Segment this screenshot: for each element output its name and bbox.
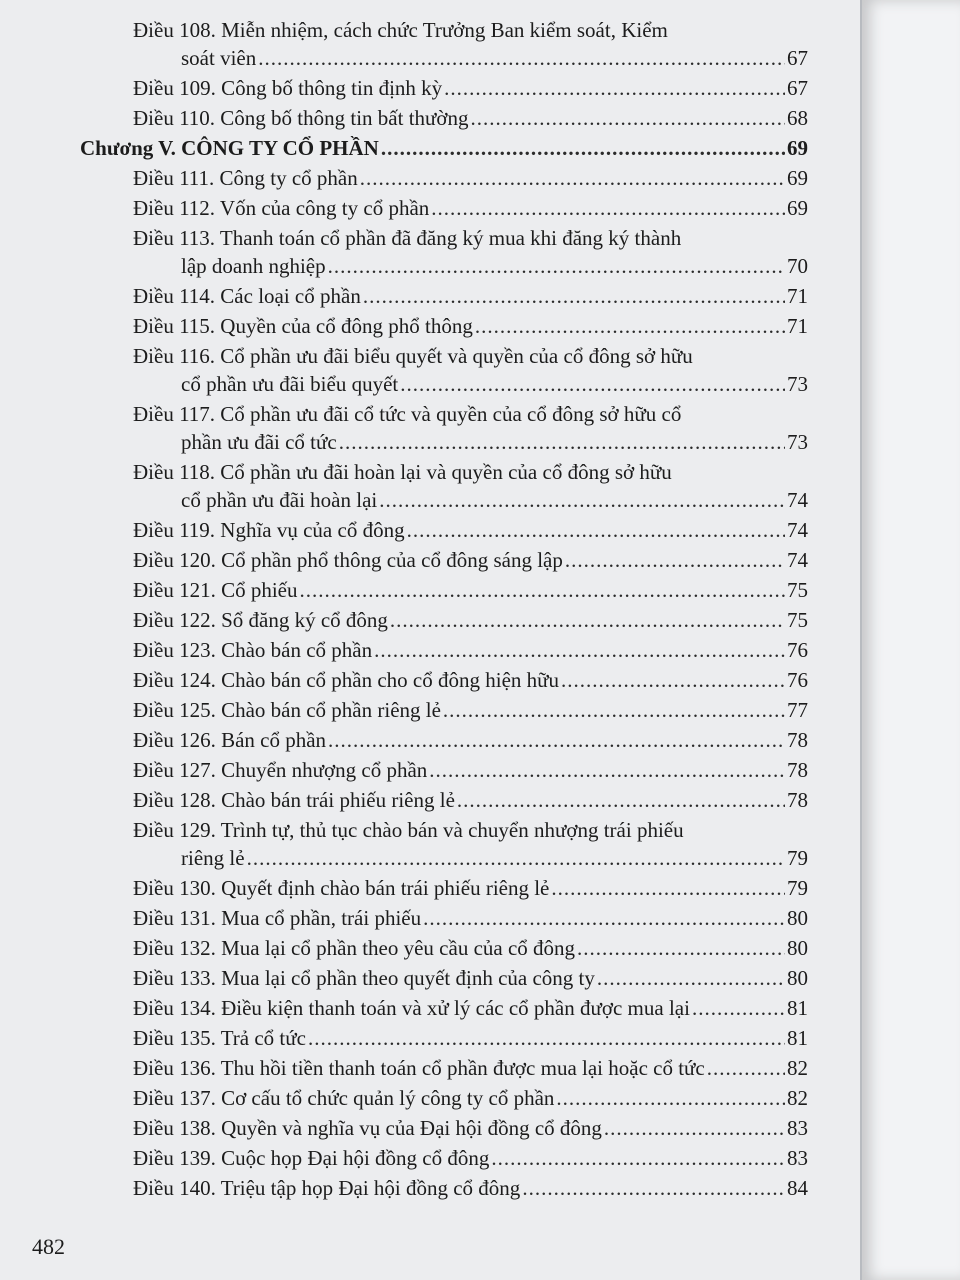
leader-dots — [429, 758, 785, 783]
toc-entry-title: Điều 118. Cổ phần ưu đãi hoàn lại và quyền của cổ đông sở hữu — [133, 460, 672, 484]
leader-dots — [692, 996, 785, 1021]
leader-dots — [561, 668, 785, 693]
leader-dots — [247, 846, 785, 871]
toc-entry-page: 67 — [787, 46, 808, 70]
toc-entry-title: Điều 135. Trả cổ tức — [133, 1026, 306, 1050]
toc-entry-title: Điều 137. Cơ cấu tổ chức quản lý công ty cổ phần — [133, 1086, 555, 1110]
toc-entry-page: 84 — [787, 1176, 808, 1200]
toc-entry-page: 82 — [787, 1086, 808, 1110]
toc-entry — [0, 694, 860, 724]
toc-entry — [0, 1142, 860, 1172]
toc-entry — [0, 1022, 860, 1052]
toc-entry — [0, 14, 860, 72]
toc-entry — [0, 162, 860, 192]
toc-entry — [0, 724, 860, 754]
toc-entry-page: 67 — [787, 76, 808, 100]
leader-dots — [604, 1116, 785, 1141]
toc-entry-title: Điều 116. Cổ phần ưu đãi biểu quyết và quyền của cổ đông sở hữu — [133, 344, 693, 368]
toc-entry-title: Điều 128. Chào bán trái phiếu riêng lẻ — [133, 788, 455, 812]
leader-dots — [407, 518, 785, 543]
toc-entry-title: Điều 131. Mua cổ phần, trái phiếu — [133, 906, 422, 930]
toc-entry-page: 69 — [787, 136, 808, 160]
toc-entry — [0, 280, 860, 310]
toc-entry — [0, 398, 860, 456]
page-number: 482 — [32, 1234, 65, 1259]
toc-entry-page: 79 — [787, 876, 808, 900]
toc-entry — [0, 1172, 860, 1202]
toc-entry-title-cont: phần ưu đãi cổ tức — [181, 430, 337, 454]
toc-entry-page: 81 — [787, 1026, 808, 1050]
toc-entry-title-cont: lập doanh nghiệp — [181, 254, 326, 278]
toc-entry-title: Điều 123. Chào bán cổ phần — [133, 638, 373, 662]
toc-entry — [0, 310, 860, 340]
leader-dots — [379, 488, 785, 513]
leader-dots — [328, 254, 785, 279]
toc-entry-title: Điều 121. Cổ phiếu — [133, 578, 298, 602]
toc-entry-title: Điều 109. Công bố thông tin định kỳ — [133, 76, 443, 100]
leader-dots — [258, 46, 785, 71]
toc-entry-page: 80 — [787, 966, 808, 990]
toc-entry-page: 68 — [787, 106, 808, 130]
toc-entry-page: 71 — [787, 314, 808, 338]
toc-chapter-heading — [0, 132, 860, 162]
toc-entry-title: Điều 126. Bán cổ phần — [133, 728, 327, 752]
toc-entry-page: 70 — [787, 254, 808, 278]
leader-dots — [457, 788, 785, 813]
toc-entry-page: 79 — [787, 846, 808, 870]
leader-dots — [328, 728, 785, 753]
leader-dots — [707, 1056, 785, 1081]
leader-dots — [308, 1026, 785, 1051]
leader-dots — [551, 876, 785, 901]
leader-dots — [299, 578, 785, 603]
toc-entry — [0, 664, 860, 694]
adjacent-page-edge — [860, 0, 960, 1280]
leader-dots — [381, 136, 785, 161]
toc-entry — [0, 102, 860, 132]
toc-entry-title: Điều 140. Triệu tập họp Đại hội đồng cổ đông — [133, 1176, 521, 1200]
toc-entry-title: Điều 113. Thanh toán cổ phần đã đăng ký mua khi đăng ký thành — [133, 226, 682, 250]
leader-dots — [597, 966, 785, 991]
toc-entry — [0, 544, 860, 574]
toc-entry — [0, 72, 860, 102]
toc-entry — [0, 814, 860, 872]
toc-entry-title: Điều 119. Nghĩa vụ của cổ đông — [133, 518, 405, 542]
toc-entry-page: 74 — [787, 548, 808, 572]
toc-entry-title: Điều 120. Cổ phần phổ thông của cổ đông sáng lập — [133, 548, 563, 572]
toc-entry-title: Điều 111. Công ty cổ phần — [133, 166, 358, 190]
toc-entry-title-cont: soát viên — [181, 46, 257, 70]
toc-entry-page: 69 — [787, 196, 808, 220]
toc-entry-title: Điều 108. Miễn nhiệm, cách chức Trưởng Ban kiểm soát, Kiểm — [133, 18, 668, 42]
toc-entry-title: Điều 129. Trình tự, thủ tục chào bán và chuyển nhượng trái phiếu — [133, 818, 684, 842]
toc-entry-title: Điều 130. Quyết định chào bán trái phiếu riêng lẻ — [133, 876, 550, 900]
leader-dots — [431, 196, 785, 221]
leader-dots — [363, 284, 785, 309]
toc-entry-page: 83 — [787, 1146, 808, 1170]
toc-entry-title: Điều 122. Sổ đăng ký cổ đông — [133, 608, 388, 632]
toc-entry-title: Điều 112. Vốn của công ty cổ phần — [133, 196, 430, 220]
toc-entry-page: 80 — [787, 906, 808, 930]
toc-entry — [0, 1082, 860, 1112]
toc-entry-page: 74 — [787, 488, 808, 512]
toc-entry-page: 81 — [787, 996, 808, 1020]
toc-entry-title: Điều 117. Cổ phần ưu đãi cổ tức và quyền của cổ đông sở hữu cổ — [133, 402, 682, 426]
leader-dots — [565, 548, 785, 573]
toc-entry — [0, 604, 860, 634]
toc-chapter-title: Chương V. CÔNG TY CỔ PHẦN — [80, 136, 379, 160]
toc-entry-page: 80 — [787, 936, 808, 960]
toc-entry — [0, 992, 860, 1022]
toc-entry — [0, 932, 860, 962]
toc-entry — [0, 1052, 860, 1082]
toc-entry-title: Điều 124. Chào bán cổ phần cho cổ đông hiện hữu — [133, 668, 560, 692]
toc-entry-page: 78 — [787, 788, 808, 812]
toc-entry-title: Điều 133. Mua lại cổ phần theo quyết định của công ty — [133, 966, 595, 990]
leader-dots — [423, 906, 785, 931]
toc-entry-title-cont: riêng lẻ — [181, 846, 245, 870]
leader-dots — [444, 76, 785, 101]
leader-dots — [522, 1176, 785, 1201]
toc-entry-title: Điều 138. Quyền và nghĩa vụ của Đại hội đồng cổ đông — [133, 1116, 602, 1140]
toc-entry-title: Điều 115. Quyền của cổ đông phổ thông — [133, 314, 473, 338]
leader-dots — [443, 698, 785, 723]
leader-dots — [390, 608, 785, 633]
toc-entry-page: 69 — [787, 166, 808, 190]
toc-entry-page: 73 — [787, 372, 808, 396]
toc-entry-page: 76 — [787, 668, 808, 692]
toc-entry-title-cont: cổ phần ưu đãi hoàn lại — [181, 488, 378, 512]
toc-entry-page: 78 — [787, 758, 808, 782]
toc-entry-page: 71 — [787, 284, 808, 308]
toc-entry — [0, 634, 860, 664]
toc-entry-page: 74 — [787, 518, 808, 542]
leader-dots — [471, 106, 785, 131]
toc-entry-title: Điều 110. Công bố thông tin bất thường — [133, 106, 469, 130]
toc-entry — [0, 514, 860, 544]
toc-entry-title: Điều 114. Các loại cổ phần — [133, 284, 361, 308]
toc-entry — [0, 784, 860, 814]
toc-entry — [0, 1112, 860, 1142]
toc-entry — [0, 574, 860, 604]
leader-dots — [556, 1086, 785, 1111]
toc-entry-title: Điều 132. Mua lại cổ phần theo yêu cầu của cổ đông — [133, 936, 576, 960]
toc-entry — [0, 962, 860, 992]
toc-entry-page: 75 — [787, 608, 808, 632]
leader-dots — [339, 430, 785, 455]
leader-dots — [491, 1146, 785, 1171]
toc-entry-page: 83 — [787, 1116, 808, 1140]
toc-entry — [0, 340, 860, 398]
toc-entry — [0, 902, 860, 932]
toc-entry-page: 78 — [787, 728, 808, 752]
toc-entry — [0, 754, 860, 784]
toc-entry-title: Điều 125. Chào bán cổ phần riêng lẻ — [133, 698, 441, 722]
leader-dots — [374, 638, 785, 663]
toc-entry — [0, 222, 860, 280]
toc-entry — [0, 872, 860, 902]
leader-dots — [400, 372, 785, 397]
leader-dots — [577, 936, 785, 961]
toc-entry-title: Điều 127. Chuyển nhượng cổ phần — [133, 758, 428, 782]
toc-entry-title-cont: cổ phần ưu đãi biểu quyết — [181, 372, 399, 396]
leader-dots — [475, 314, 785, 339]
toc-entry-page: 76 — [787, 638, 808, 662]
toc-entry-page: 77 — [787, 698, 808, 722]
toc-entry — [0, 456, 860, 514]
toc-entry-page: 73 — [787, 430, 808, 454]
table-of-contents — [0, 14, 860, 1202]
leader-dots — [360, 166, 785, 191]
toc-entry-title: Điều 139. Cuộc họp Đại hội đồng cổ đông — [133, 1146, 490, 1170]
toc-entry-title: Điều 134. Điều kiện thanh toán và xử lý các cổ phần được mua lại — [133, 996, 690, 1020]
toc-entry-title: Điều 136. Thu hồi tiền thanh toán cổ phần được mua lại hoặc cổ tức — [133, 1056, 705, 1080]
toc-entry-page: 82 — [787, 1056, 808, 1080]
toc-entry — [0, 192, 860, 222]
toc-entry-page: 75 — [787, 578, 808, 602]
